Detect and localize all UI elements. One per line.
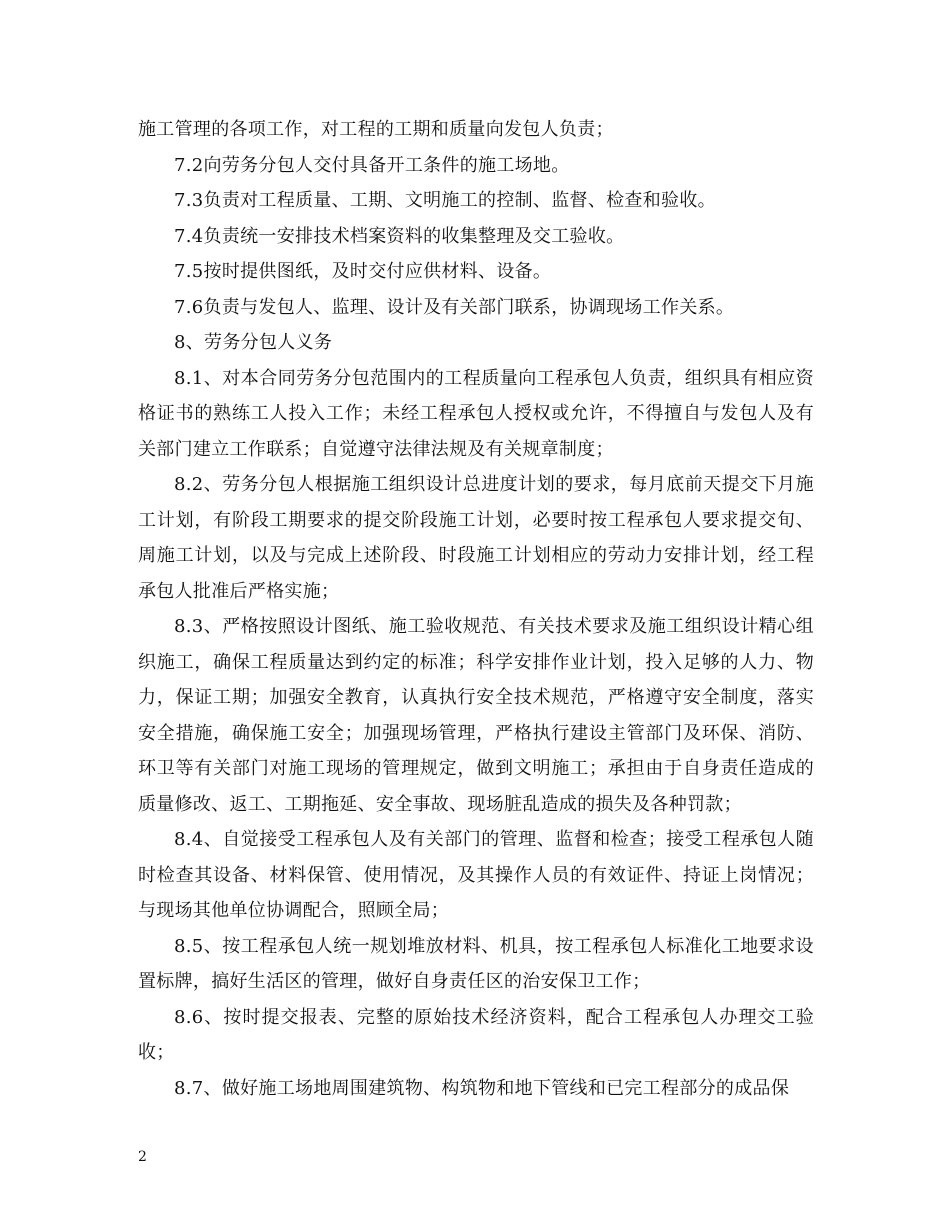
paragraph-3: 7.3负责对工程质量、工期、文明施工的控制、监督、检查和验收。 xyxy=(174,190,716,211)
paragraph-8-5: 8.5、按工程承包人统一规划堆放材料、机具，按工程承包人标准化工地要求设置标牌，搞好生活区的管理，做好自身责任区的治安保卫工作； xyxy=(138,935,814,992)
paragraph-8-7: 8.7、做好施工场地周围建筑物、构筑物和地下管线和已完工程部分的成品保 xyxy=(174,1077,790,1099)
paragraph-4: 7.4负责统一安排技术档案资料的收集整理及交工验收。 xyxy=(174,225,625,247)
paragraph-1: 施工管理的各项工作，对工程的工期和质量向发包人负责； xyxy=(138,119,614,140)
paragraph-2: 7.2向劳务分包人交付具备开工条件的施工场地。 xyxy=(174,154,570,176)
paragraph-5: 7.5按时提供图纸，及时交付应供材料、设备。 xyxy=(174,261,552,282)
page-number: 2 xyxy=(138,1149,147,1165)
document-body xyxy=(138,112,814,1106)
paragraph-8-1: 8.1、对本合同劳务分包范围内的工程质量向工程承包人负责，组织具有相应资格证书的熟练工人投入工作；未经工程承包人授权或允许，不得擅自与发包人及有关部门建立工作联系；自觉遵守法律法规及有关规章制度； xyxy=(138,367,814,460)
paragraph-8-3: 8.3、严格按照设计图纸、施工验收规范、有关技术要求及施工组织设计精心组织施工，确保工程质量达到约定的标准；科学安排作业计划，投入足够的人力、物力，保证工期；加强安全教育，认真执行安全技术规范，严格遵守安全制度，落实安全措施，确保施工安全；加强现场管理，严格执行建设主管部门及环保、消防、环卫等有关部门对施工现场的管理规定，做到文明施工；承担由于自身责任造成的质量修改、返工、工期拖延、安全事故、现场脏乱造成的损失及各种罚款； xyxy=(138,616,814,815)
paragraph-6: 7.6负责与发包人、监理、设计及有关部门联系，协调现场工作关系。 xyxy=(174,296,735,318)
section-heading-8: 8、劳务分包人义务 xyxy=(174,332,333,353)
paragraph-8-4: 8.4、自觉接受工程承包人及有关部门的管理、监督和检查；接受工程承包人随时检查其设备、材料保管、使用情况，及其操作人员的有效证件、持证上岗情况；与现场其他单位协调配合，照顾全局； xyxy=(138,829,814,921)
paragraph-8-2: 8.2、劳务分包人根据施工组织设计总进度计划的要求，每月底前天提交下月施工计划，有阶段工期要求的提交阶段施工计划，必要时按工程承包人要求提交旬、周施工计划，以及与完成上述阶段、时段施工计划相应的劳动力安排计划，经工程承包人批准后严格实施； xyxy=(138,474,814,602)
paragraph-8-6: 8.6、按时提交报表、完整的原始技术经济资料，配合工程承包人办理交工验收； xyxy=(138,1006,814,1063)
